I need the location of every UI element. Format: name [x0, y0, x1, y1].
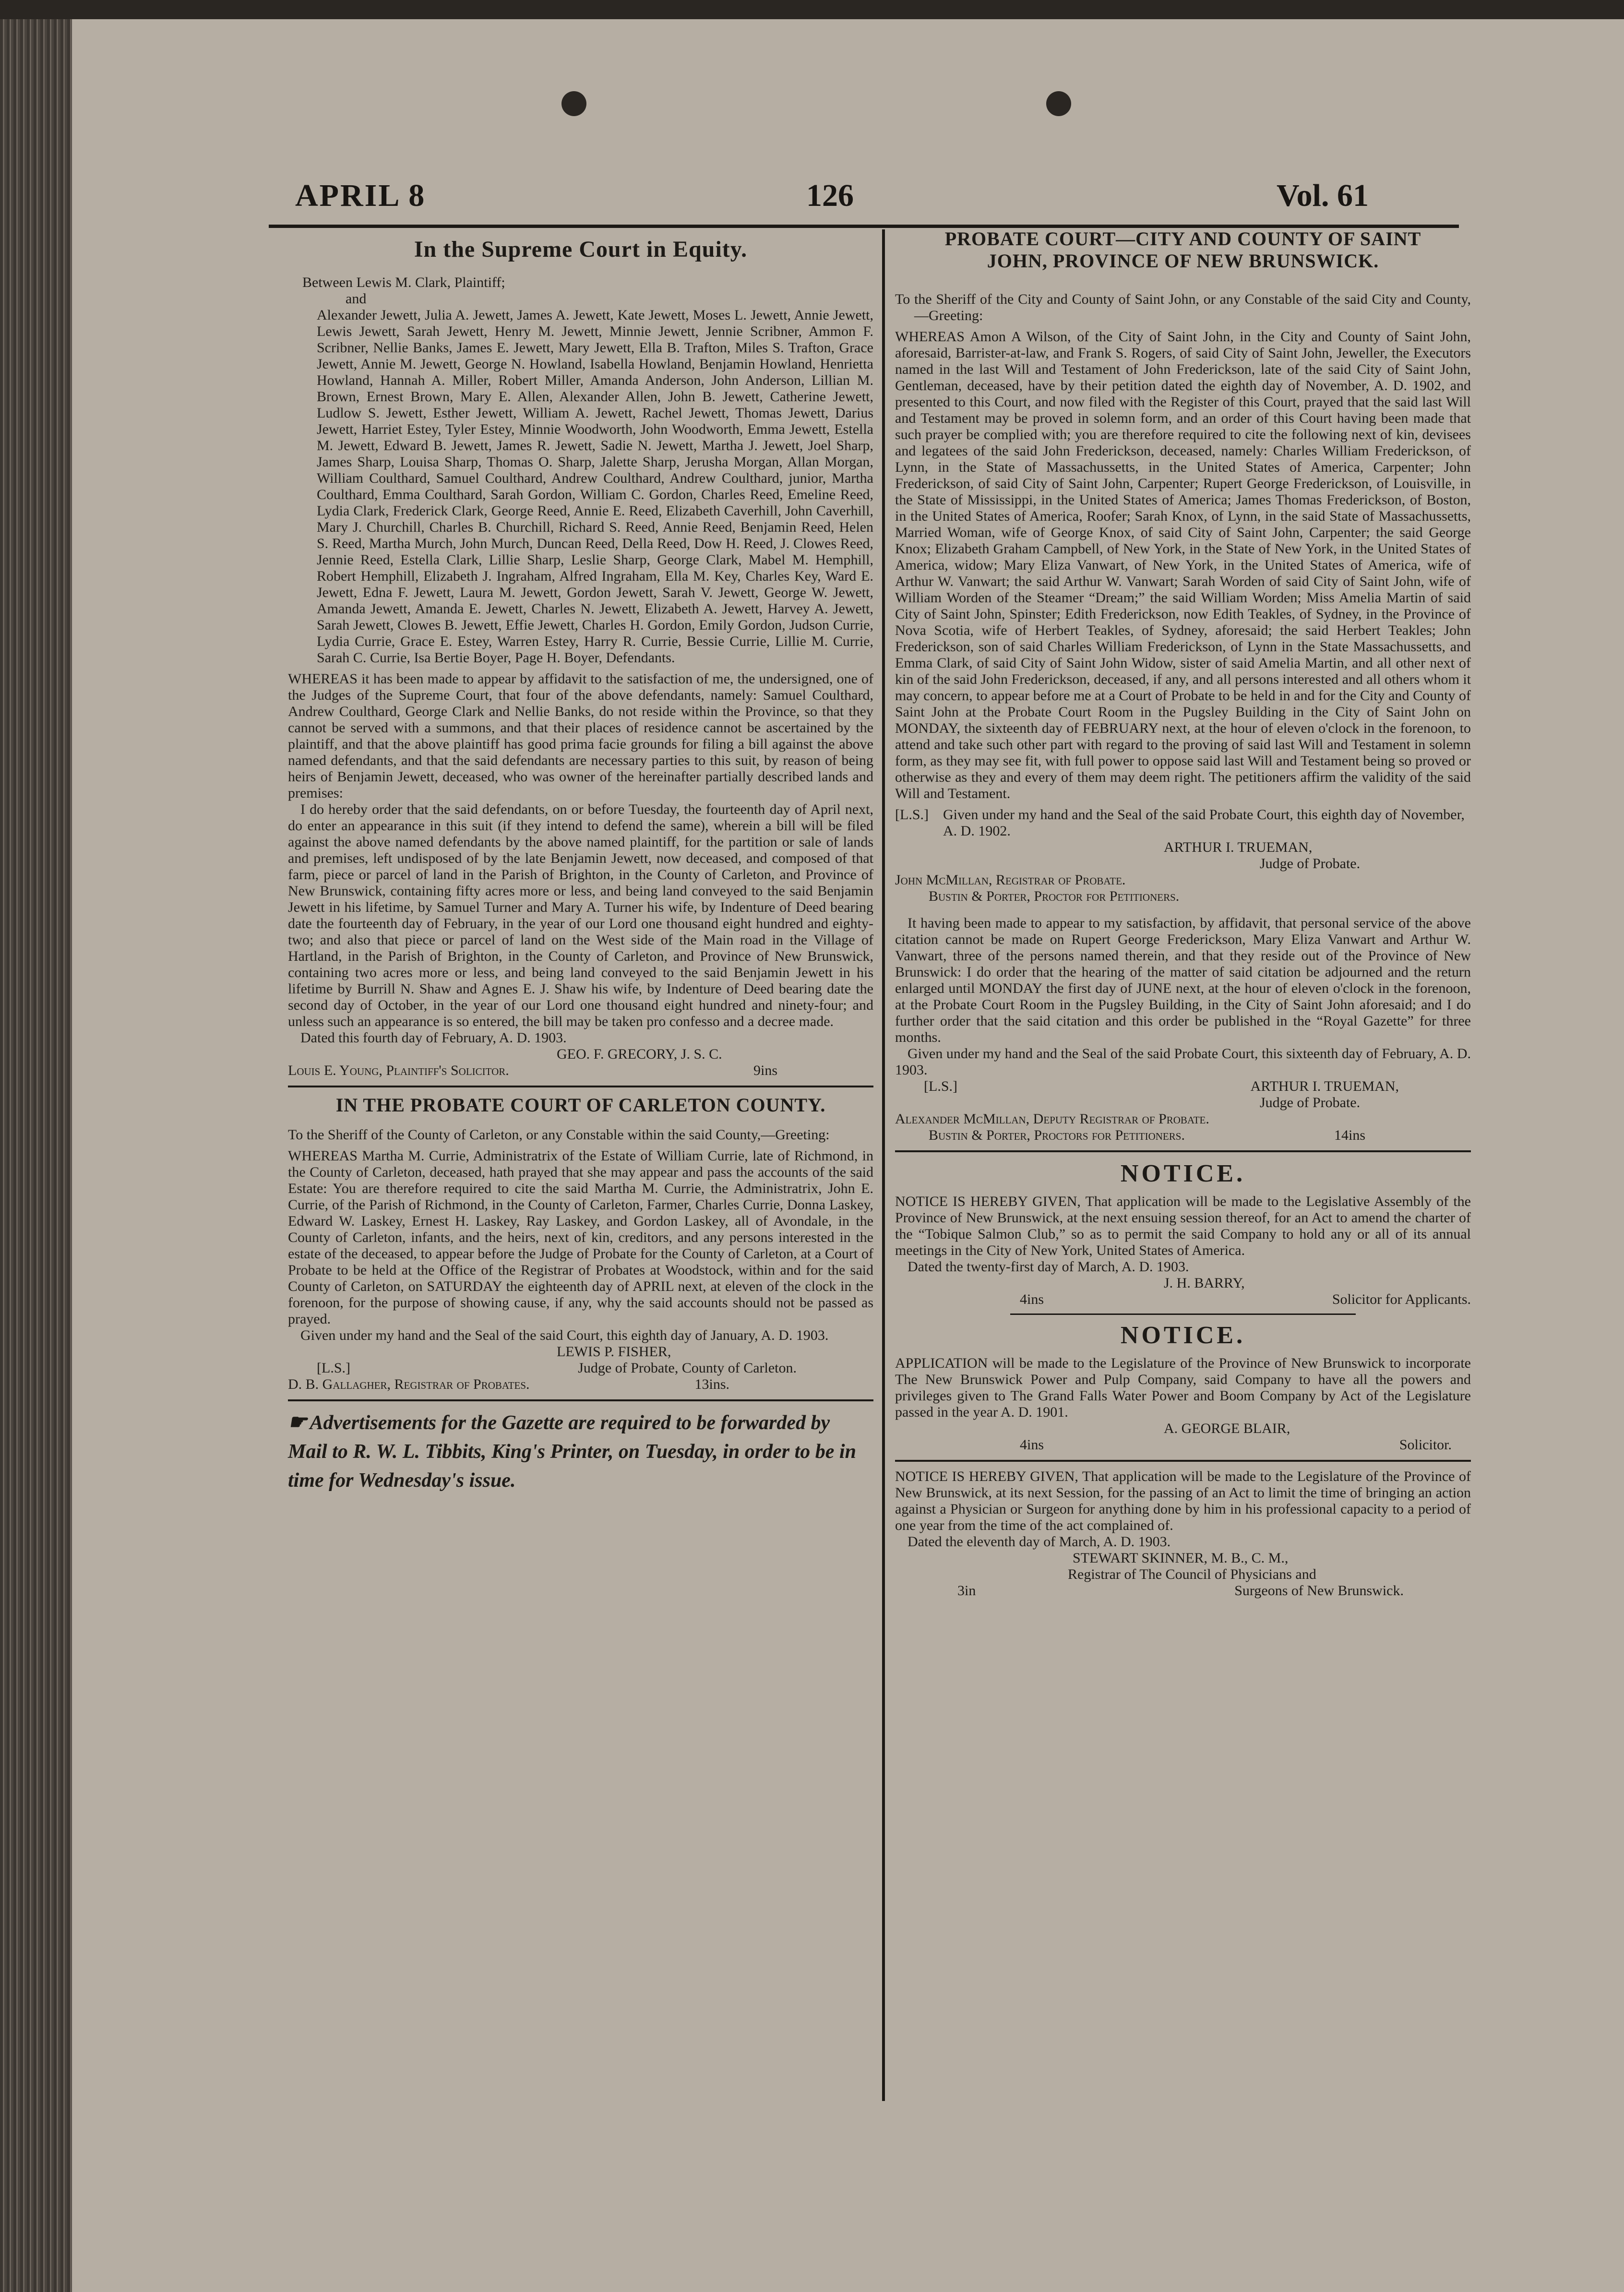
signatory-role-2: Surgeons of New Brunswick. — [1234, 1583, 1404, 1599]
page-number: 126 — [806, 178, 854, 213]
insertions: 14ins — [1334, 1127, 1365, 1143]
column-divider — [882, 229, 885, 2101]
to-sheriff-line: To the Sheriff of the City and County of Saint John, or any Constable of the said City and County,—Greeting: — [895, 291, 1471, 323]
proctor-line: Bustin & Porter, Proctor for Petitioners. — [929, 888, 1180, 904]
insertions: 4ins — [1020, 1291, 1044, 1307]
notice-title: In the Supreme Court in Equity. — [414, 237, 748, 262]
pointing-hand-icon: ☛ — [288, 1410, 307, 1434]
section-rule — [288, 1399, 873, 1401]
notice-heading: NOTICE. — [1120, 1322, 1246, 1349]
section-rule — [895, 1150, 1471, 1152]
section-rule — [1010, 1313, 1356, 1315]
deputy-registrar-line: Alexander McMillan, Deputy Registrar of Probate. — [895, 1111, 1209, 1127]
page-stack-edge — [0, 19, 72, 2292]
dated-line: Dated the eleventh day of March, A. D. 1903. — [908, 1534, 1171, 1550]
further-order-paragraph: It having been made to appear to my satisfaction, by affidavit, that personal service of the above citation cannot be made on Rupert George Frederickson, Mary Eliza Vanwart and Arthur W. Vanwart, three of the persons named therein, and that they reside out of the Province of New Brunswick: I do order that the hearing of the matter of said citation be adjourned and the return enlarged until MONDAY the first day of JUNE next, at the hour of eleven o'clock in the forenoon, at the Probate Court Room in the Pugsley Building, in the City of Saint John aforesaid; and I do further order that the said citation and this order be published in the “Royal Gazette” for three months. — [895, 915, 1471, 1045]
tobique-salmon-club-notice — [895, 1159, 1471, 1308]
seal-mark: [L.S.] — [317, 1360, 350, 1376]
dated-line: Dated this fourth day of February, A. D. 1903. — [300, 1030, 567, 1046]
registrar-row — [288, 1376, 873, 1393]
seal-judge-row — [895, 1078, 1471, 1095]
given-line-2: Given under my hand and the Seal of the said Probate Court, this sixteenth day of February, A. D. 1903. — [895, 1046, 1471, 1078]
proctors-row — [895, 1127, 1471, 1144]
saint-john-probate-notice — [895, 228, 1471, 1144]
supreme-court-equity-notice — [288, 235, 873, 1079]
signatory-row — [895, 1583, 1471, 1599]
header-rule — [269, 225, 1459, 228]
solicitor-row — [288, 1062, 873, 1079]
judge-name-2: ARTHUR I. TRUEMAN, — [1250, 1078, 1399, 1094]
notice-title: IN THE PROBATE COURT OF CARLETON COUNTY. — [335, 1094, 826, 1116]
solicitor-line: Louis E. Young, Plaintiff's Solicitor. — [288, 1062, 509, 1078]
judge-title-2: Judge of Probate. — [1260, 1095, 1361, 1110]
whereas-paragraph: WHEREAS Amon A Wilson, of the City of Saint John, in the City and County of Saint John, aforesaid, Barrister-at-law, and Frank S. Rogers, of said City of Saint John, Jeweller, the Executors named in the last Will and Testament of John Frederickson, late of the said City of Saint John, Gentleman, deceased, have by their petition dated the eighth day of November, A. D. 1902, and presented to this Court, and now filed with the Register of this Court, prayed that the said last Will and Testament may be proved in solemn form, and an order of this Court having been made that such prayer be complied with; you are therefore required to cite the following next of kin, devisees and legatees of the said John Frederickson, deceased, namely: Charles William Frederickson, of Lynn, in the State of Massachussetts, in the United States of America, Carpenter; John Frederickson, of said City of Saint John, Carpenter; Rupert George Frederickson, of Louisville, in the State of Mississippi, in the United States of America; James Thomas Frederickson, of Boston, in the United States of America, Roofer; Sarah Knox, of Lynn, in the said State of Massachussetts, Married Woman, wife of George Knox, of said City of Saint John, Carpenter; the said George Knox; Elizabeth Graham Campbell, of New York, in the State of New York, in the United States of America, widow; Mary Eliza Vanwart, of New York, in the United States of America, wife of Arthur W. Vanwart; the said Arthur W. Vanwart; Sarah Worden of said City of Saint John, wife of William Worden of the Steamer “Dream;” the said William Worden; Miss Amelia Martin of said City of Saint John, Spinster; Edith Frederickson, now Edith Teakles, of Sydney, in the Province of Nova Scotia, wife of Herbert Teakles, of Sydney, aforesaid; the said Herbert Teakles; John Frederickson, son of said Charles William Frederickson, of Lynn in the State Massachussetts, and Emma Clark, of said City of Saint John Widow, sister of said Amelia Martin, and all other next of kin of the said John Frederickson, deceased, if any, and all persons interested and all others whom it may concern, to appear before me at a Court of Probate to be held in and for the City and County of Saint John at the Probate Court Room in the Pugsley Building in the City of Saint John on MONDAY, the sixteenth day of FEBRUARY next, at the hour of eleven o'clock in the forenoon, to attend and take such other part with regard to the proving of said last Will and Testament in solemn form, as they may see fit, with full power to oppose said last Will and Testament being so proved or otherwise as they and every of them may deem right. The petitioners affirm the validity of the said Will and Testament. — [895, 329, 1471, 801]
order-paragraph: I do hereby order that the said defendants, on or before Tuesday, the fourteenth day of April next, do enter an appearance in this suit (if they intend to defend the same), wherein a bill will be filed against the above named defendants by the above named plaintiff, for the partition or sale of lands and premises, left undisposed of by the late Benjamin Jewett, now deceased, and composed of that farm, piece or parcel of land in the Parish of Brighton, in the County of Carleton, and Province of New Brunswick, containing fifty acres more or less, and being land conveyed to the said Benjamin Jewett in his lifetime, by Samuel Turner and Mary A. Turner his wife, by Indenture of Deed bearing date the fourteenth day of February, in the year of our Lord one thousand eight hundred and eighty-two; and also that piece or parcel of land on the West side of the Main road in the Village of Hartland, in the Parish of Brighton, in the County of Carleton, and Province of New Brunswick, containing two acres more or less, and being land conveyed to the said Benjamin Jewett in his lifetime by Burrill N. Shaw and Agnes E. J. Shaw his wife, by Indenture of Deed bearing date the second day of October, in the year of our Lord one thousand eight hundred and ninety-four; and unless such an appearance is so entered, the bill may be taken pro confesso and a decree made. — [288, 801, 873, 1029]
advertisement-notice — [288, 1408, 873, 1495]
dated-line: Dated the twenty-first day of March, A. D. 1903. — [908, 1259, 1189, 1275]
seal-mark: [L.S.] — [924, 1078, 957, 1094]
notice-text: NOTICE IS HEREBY GIVEN, That application will be made to the Legislature of the Province of New Brunswick, at its next Session, for the passing of an Act to limit the time of bringing an action against a Physician or Surgeon for anything done by him in his professional capacity to a period of one year from the time of the act complained of. — [895, 1468, 1471, 1533]
insertions: 9ins — [753, 1062, 777, 1078]
physicians-notice — [895, 1468, 1471, 1599]
solicitor-role: Solicitor. — [1399, 1437, 1452, 1453]
solicitor-role: Solicitor for Applicants. — [1332, 1291, 1471, 1307]
between-line: Between Lewis M. Clark, Plaintiff; — [302, 275, 505, 290]
volume-number: Vol. 61 — [1277, 178, 1369, 213]
judge-title: Judge of Probate. — [1260, 856, 1361, 871]
whereas-paragraph: WHEREAS it has been made to appear by affidavit to the satisfaction of me, the undersigned, one of the Judges of the Supreme Court, that four of the above defendants, namely: Samuel Coulthard, Andrew Coulthard, George Clark and Nellie Banks, do not reside within the Province, so that they cannot be served with a summons, and that their places of residence cannot be ascertained by the plaintiff, and that the above plaintiff has good prima facie grounds for filing a bill against the above named defendants, and that the said defendants are necessary parties to this suit, by reason of being heirs of Benjamin Jewett, deceased, who was owner of the hereinafter partially described lands and premises: — [288, 671, 873, 801]
and-line: and — [346, 291, 367, 307]
applicant-name: J. H. BARRY, — [1164, 1275, 1245, 1291]
notice-text: APPLICATION will be made to the Legislature of the Province of New Brunswick to incorporate The New Brunswick Power and Pulp Company, said Company to have all the powers and privileges given to The Grand Falls Water Power and Boom Company by Act of the Legislature passed in the year A. D. 1901. — [895, 1355, 1471, 1420]
seal-given-row — [895, 807, 1471, 839]
issue-date: APRIL 8 — [295, 178, 426, 213]
carleton-probate-notice — [288, 1094, 873, 1393]
binding-hole — [561, 91, 586, 116]
notice-title-line2: JOHN, PROVINCE OF NEW BRUNSWICK. — [987, 250, 1379, 272]
right-column — [895, 228, 1471, 1599]
binding-hole — [1046, 91, 1071, 116]
registrar-line: John McMillan, Registrar of Probate. — [895, 872, 1126, 888]
solicitor-row — [895, 1291, 1471, 1308]
signatory-name: STEWART SKINNER, M. B., C. M., — [1073, 1550, 1289, 1566]
power-and-pulp-notice — [895, 1321, 1471, 1453]
section-rule — [895, 1460, 1471, 1462]
whereas-paragraph: WHEREAS Martha M. Currie, Administratrix of the Estate of William Currie, late of Richmond, in the County of Carleton, deceased, hath prayed that she may appear and pass the accounts of the said Estate: You are therefore required to cite the said Martha M. Currie, the Administratrix, John E. Currie, of the Parish of Richmond, in the County of Carleton, Farmer, Charles Currie, Donna Laskey, Edward W. Laskey, Ernest H. Laskey, Ray Laskey, and Gordon Laskey, all of Avondale, in the County of Carleton, infants, and the heirs, next of kin, creditors, and any persons interested in the estate of the deceased, to appear before the Judge of Probate for the County of Carleton, at a Court of Probate to be held at the Office of the Registrar of Probates at Woodstock, within and for the said County of Carleton, on SATURDAY the eighteenth day of APRIL next, at eleven of the clock in the forenoon, for the purpose of showing cause, if any, why the said accounts should not be passed as prayed. — [288, 1148, 873, 1327]
notice-heading: NOTICE. — [1120, 1160, 1246, 1187]
seal-row — [288, 1360, 873, 1376]
given-line: Given under my hand and the Seal of the said Probate Court, this eighth day of November, A. D. 1902. — [943, 807, 1465, 839]
solicitor-row — [895, 1437, 1471, 1453]
judge-signature: GEO. F. GRECORY, J. S. C. — [557, 1046, 722, 1062]
judge-title: Judge of Probate, County of Carleton. — [578, 1360, 797, 1376]
registrar-line: D. B. Gallagher, Registrar of Probates. — [288, 1376, 530, 1392]
judge-name: LEWIS P. FISHER, — [557, 1344, 671, 1360]
judge-name: ARTHUR I. TRUEMAN, — [1164, 839, 1313, 855]
left-column — [288, 235, 873, 1495]
signatory-role-1: Registrar of The Council of Physicians and — [1068, 1566, 1316, 1582]
section-rule — [288, 1086, 873, 1087]
given-line: Given under my hand and the Seal of the said Court, this eighth day of January, A. D. 1903. — [300, 1327, 829, 1343]
insertions: 4ins — [1020, 1437, 1044, 1453]
advertisement-text: Advertisements for the Gazette are required to be forwarded by Mail to R. W. L. Tibbits, King's Printer, on Tuesday, in order to be in time for Wednesday's issue. — [288, 1412, 856, 1492]
applicant-name: A. GEORGE BLAIR, — [1164, 1421, 1290, 1436]
proctors-line: Bustin & Porter, Proctors for Petitioners. — [929, 1127, 1185, 1143]
insertions: 13ins. — [694, 1376, 729, 1392]
defendants-list: Alexander Jewett, Julia A. Jewett, James A. Jewett, Kate Jewett, Moses L. Jewett, Annie Jewett, Lewis Jewett, Sarah Jewett, Henry M. Jewett, Minnie Jewett, Jennie Scribner, Ammon F. Scribner, Nellie Banks, James E. Jewett, Mary Jewett, Ella B. Trafton, Miles S. Trafton, Grace Jewett, Annie M. Jewett, George N. Howland, Isabella Howland, Benjamin Howland, Henrietta Howland, Hannah A. Miller, Robert Miller, Amanda Anderson, John Anderson, Lillian M. Brown, Ernest Brown, Mary E. Allen, Alexander Allen, John B. Jewett, Catherine Jewett, Ludlow S. Jewett, Esther Jewett, William A. Jewett, Rachel Jewett, Thomas Jewett, Darius Jewett, Harriet Estey, Tyler Estey, Minnie Woodworth, John Woodworth, Emma Jewett, Estella M. Jewett, Edward B. Jewett, James R. Jewett, Sadie N. Jewett, Martha J. Jewett, Joel Sharp, James Sharp, Louisa Sharp, Thomas O. Sharp, Jalette Sharp, Jerusha Morgan, Allan Morgan, William Coulthard, Samuel Coulthard, Andrew Coulthard, Andrew Coulthard, junior, Martha Coulthard, Emma Coulthard, Sarah Gordon, William C. Gordon, Charles Reed, Emeline Reed, Lydia Clark, Frederick Clark, George Reed, Annie E. Reed, Elizabeth Caverhill, John Caverhill, Mary J. Churchill, Charles B. Churchill, Richard S. Reed, Annie Reed, Benjamin Reed, Helen S. Reed, Martha Murch, John Murch, Duncan Reed, Della Reed, Dow H. Reed, J. Clowes Reed, Jennie Reed, Estella Clark, Lillie Sharp, Leslie Sharp, George Clark, Mabel M. Hemphill, Robert Hemphill, Elizabeth J. Ingraham, Alfred Ingraham, Ella M. Key, Charles Key, Ward E. Jewett, Edna F. Jewett, Laura M. Jewett, Gordon Jewett, Sarah V. Jewett, George W. Jewett, Amanda Jewett, Amanda E. Jewett, Charles N. Jewett, Elizabeth A. Jewett, Harvey A. Jewett, Sarah Jewett, Clowes B. Jewett, Effie Jewett, Charles H. Gordon, Emily Gordon, Judson Currie, Lydia Currie, Grace E. Estey, Warren Estey, Harry R. Currie, Bessie Currie, Lillie M. Currie, Sarah C. Currie, Isa Bertie Boyer, Page H. Boyer, Defendants. — [317, 307, 873, 666]
insertions: 3in — [957, 1583, 976, 1599]
seal-mark: [L.S.] — [895, 807, 929, 823]
notice-title-line1: PROBATE COURT—CITY AND COUNTY OF SAINT — [944, 228, 1421, 250]
notice-text: NOTICE IS HEREBY GIVEN, That application will be made to the Legislative Assembly of the Province of New Brunswick, at the next ensuing session thereof, for an Act to amend the charter of the “Tobique Salmon Club,” so as to permit the said Company to hold any or all of its annual meetings in the City of New York, United States of America. — [895, 1194, 1471, 1258]
to-sheriff-line: To the Sheriff of the County of Carleton, or any Constable within the said County,—Greeting: — [288, 1127, 830, 1143]
